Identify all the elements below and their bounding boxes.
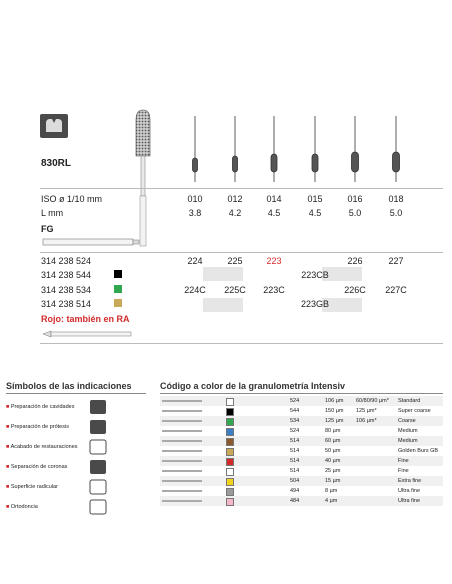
cell-1-5: 226 — [347, 256, 363, 266]
l-3: 4.5 — [267, 208, 281, 218]
l-4: 4.5 — [308, 208, 322, 218]
shank-label: FG — [41, 224, 54, 234]
legend-code: 504 — [290, 478, 300, 484]
legend-code: 484 — [290, 498, 300, 504]
legend-name: Golden Burs GB — [398, 448, 439, 454]
cell-2-4: 223CB — [301, 270, 329, 280]
legend-row — [160, 466, 443, 476]
symbol-2: Preparación de prótesis — [10, 424, 69, 430]
legend-bur-icon — [162, 490, 202, 492]
legend-code: 514 — [290, 438, 300, 444]
cell-1-3: 223 — [266, 256, 282, 266]
legend-name: Standard — [398, 398, 421, 404]
cell-3-1: 224C — [184, 285, 206, 295]
legend-bur-icon — [162, 400, 202, 402]
cell-1-1: 224 — [187, 256, 203, 266]
l-label: L mm — [41, 208, 64, 218]
l-2: 4.2 — [228, 208, 242, 218]
cell-4-4: 223GB — [300, 299, 330, 309]
iso-016: 016 — [347, 194, 363, 204]
cell-3-2: 225C — [224, 285, 246, 295]
legend-swatch — [226, 498, 234, 506]
symbol-icons — [88, 398, 108, 518]
legend-size: 40 µm — [325, 458, 341, 464]
ra-note: Rojo: también en RA — [41, 314, 130, 324]
legend-size: 50 µm — [325, 448, 341, 454]
legend-code: 544 — [290, 408, 300, 414]
legend-bur-icon — [162, 440, 202, 442]
legend-extra: 106 µm* — [356, 418, 377, 424]
legend-swatch — [226, 438, 234, 446]
iso-014: 014 — [266, 194, 282, 204]
swatch-green — [114, 285, 122, 293]
legend-code: 514 — [290, 468, 300, 474]
legend-swatch — [226, 398, 234, 406]
legend-size: 4 µm — [325, 498, 338, 504]
symbol-4: Separación de coronas — [10, 464, 68, 470]
legend-size: 80 µm — [325, 428, 341, 434]
symbol-3: Acabado de restauraciones — [10, 444, 78, 450]
legend-code: 524 — [290, 428, 300, 434]
legend-bur-icon — [162, 500, 202, 502]
legend-title: Código a color de la granulometría Intensiv — [160, 381, 346, 391]
legend-code: 524 — [290, 398, 300, 404]
legend-code: 514 — [290, 458, 300, 464]
cell-1-2: 225 — [227, 256, 243, 266]
legend-row — [160, 416, 443, 426]
symbol-5: Superficie radicular — [10, 484, 58, 490]
legend-size: 8 µm — [325, 488, 338, 494]
cavity-icon — [40, 114, 68, 138]
symbols-title: Símbolos de las indicaciones — [6, 381, 132, 391]
symbol-6: Ortodoncia — [10, 504, 38, 510]
bur-size-illustrations — [183, 112, 443, 188]
legend-extra: 125 µm* — [356, 408, 377, 414]
legend-size: 25 µm — [325, 468, 341, 474]
swatch-black — [114, 270, 122, 278]
legend-row — [160, 456, 443, 466]
legend-swatch — [226, 408, 234, 416]
iso-010: 010 — [187, 194, 203, 204]
legend-size: 125 µm — [325, 418, 344, 424]
legend-code: 534 — [290, 418, 300, 424]
legend-row — [160, 446, 443, 456]
cell-3-5: 226C — [344, 285, 366, 295]
legend-row — [160, 436, 443, 446]
legend-swatch — [226, 458, 234, 466]
iso-018: 018 — [388, 194, 404, 204]
legend-swatch — [226, 468, 234, 476]
legend-swatch — [226, 428, 234, 436]
legend-row — [160, 476, 443, 486]
legend-name: Super coarse — [398, 408, 431, 414]
legend-name: Coarse — [398, 418, 416, 424]
legend-row — [160, 396, 443, 406]
product-code: 830RL — [41, 158, 72, 169]
legend-name: Fine — [398, 468, 409, 474]
legend-name: Medium — [398, 428, 418, 434]
legend-name: Medium — [398, 438, 418, 444]
legend-bur-icon — [162, 450, 202, 452]
legend-code: 514 — [290, 448, 300, 454]
legend-name: Fine — [398, 458, 409, 464]
legend-code: 494 — [290, 488, 300, 494]
ref-row-3: 314 238 534 — [41, 285, 92, 295]
legend-row — [160, 426, 443, 436]
legend-swatch — [226, 448, 234, 456]
legend-swatch — [226, 478, 234, 486]
l-1: 3.8 — [188, 208, 202, 218]
legend-row — [160, 496, 443, 506]
cell-1-6: 227 — [388, 256, 404, 266]
l-6: 5.0 — [389, 208, 403, 218]
legend-bur-icon — [162, 410, 202, 412]
legend-extra: 60/80/90 µm* — [356, 398, 389, 404]
legend-swatch — [226, 488, 234, 496]
legend-name: Ultra fine — [398, 498, 421, 504]
legend-name: Ultra fine — [398, 488, 421, 494]
iso-015: 015 — [307, 194, 323, 204]
symbol-1: Preparación de cavidades — [10, 404, 75, 410]
cell-3-3: 223C — [263, 285, 285, 295]
legend-bur-icon — [162, 460, 202, 462]
legend-size: 150 µm — [325, 408, 344, 414]
cell-3-6: 227C — [385, 285, 407, 295]
legend-bur-icon — [162, 430, 202, 432]
legend-row — [160, 406, 443, 416]
ra-shank-illustration — [41, 327, 141, 339]
iso-label: ISO ø 1/10 mm — [41, 194, 103, 204]
bur-large-illustration — [132, 108, 154, 248]
legend-size: 60 µm — [325, 438, 341, 444]
legend-bur-icon — [162, 480, 202, 482]
legend-swatch — [226, 418, 234, 426]
l-5: 5.0 — [348, 208, 362, 218]
legend-size: 15 µm — [325, 478, 341, 484]
legend-bur-icon — [162, 420, 202, 422]
fg-shank-illustration — [41, 235, 141, 249]
iso-012: 012 — [227, 194, 243, 204]
legend-row — [160, 486, 443, 496]
legend-bur-icon — [162, 470, 202, 472]
ref-row-1: 314 238 524 — [41, 256, 92, 266]
swatch-gold — [114, 299, 122, 307]
legend-table — [160, 396, 443, 516]
legend-name: Extra fine — [398, 478, 422, 484]
legend-size: 106 µm — [325, 398, 344, 404]
ref-row-2: 314 238 544 — [41, 270, 92, 280]
ref-row-4: 314 238 514 — [41, 299, 92, 309]
